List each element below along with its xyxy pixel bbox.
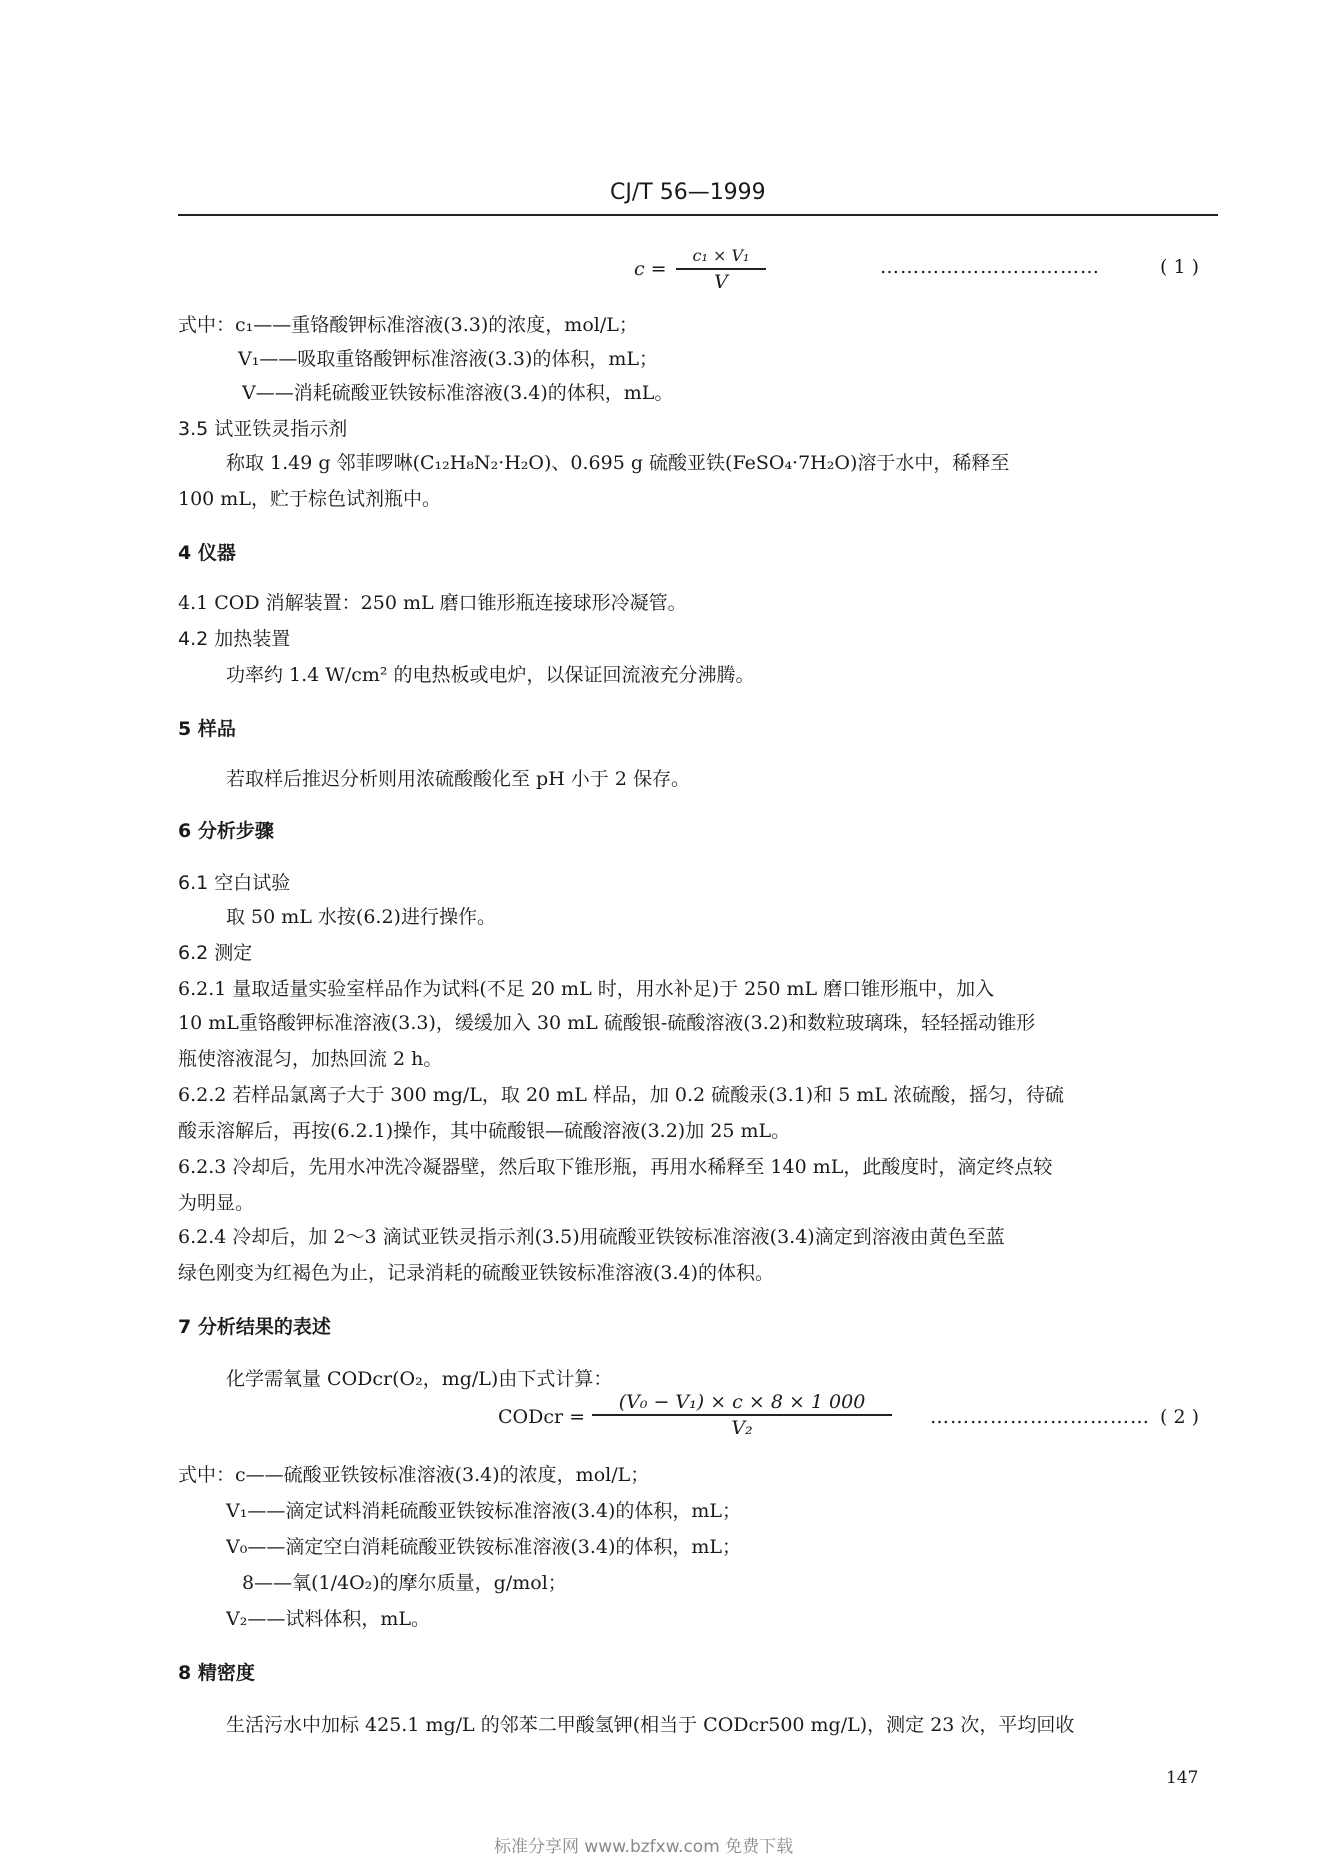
section-6-2-2-line2: 酸汞溶解后，再按(6.2.1)操作，其中硫酸银—硫酸溶液(3.2)加 25 mL。 bbox=[178, 1120, 791, 1142]
section-6-2-4-line1: 6.2.4 冷却后，加 2～3 滴试亚铁灵指示剂(3.5)用硫酸亚铁铵标准溶液(3.4)滴定到溶液由黄色至蓝 bbox=[178, 1226, 1005, 1248]
eq1-leader-dots: …………………………… bbox=[880, 256, 1100, 278]
section-3-5-heading: 3.5 试亚铁灵指示剂 bbox=[178, 418, 348, 440]
eq2-fraction bbox=[592, 1390, 892, 1440]
eq2-numerator: (V₀ − V₁) × c × 8 × 1 000 bbox=[618, 1391, 866, 1413]
section-4-1: 4.1 COD 消解装置：250 mL 磨口锥形瓶连接球形冷凝管。 bbox=[178, 592, 687, 614]
section-3-5-line2: 100 mL，贮于棕色试剂瓶中。 bbox=[178, 488, 441, 510]
eq2-where-8: 8——氧(1/4O₂)的摩尔质量，g/mol； bbox=[242, 1572, 567, 1594]
section-6-2-2-line1: 6.2.2 若样品氯离子大于 300 mg/L，取 20 mL 样品，加 0.2 硫酸汞(3.1)和 5 mL 浓硫酸，摇匀，待硫 bbox=[178, 1084, 1065, 1106]
section-4-heading: 4 仪器 bbox=[178, 542, 236, 564]
eq1-denominator: V bbox=[714, 270, 728, 293]
page-number: 147 bbox=[1166, 1768, 1199, 1788]
section-5-text: 若取样后推迟分析则用浓硫酸酸化至 pH 小于 2 保存。 bbox=[226, 768, 690, 790]
eq2-denominator: V₂ bbox=[731, 1416, 753, 1439]
eq1-lhs: c = bbox=[634, 258, 667, 280]
section-6-2-1-line1: 6.2.1 量取适量实验室样品作为试料(不足 20 mL 时，用水补足)于 250 mL 磨口锥形瓶中，加入 bbox=[178, 978, 995, 1000]
header-rule bbox=[178, 214, 1218, 216]
section-6-2-1-line3: 瓶使溶液混匀，加热回流 2 h。 bbox=[178, 1048, 443, 1070]
eq1-where-c1: 式中：c₁——重铬酸钾标准溶液(3.3)的浓度，mol/L； bbox=[178, 314, 638, 336]
section-7-intro: 化学需氧量 CODcr(O₂，mg/L)由下式计算： bbox=[226, 1368, 613, 1390]
section-6-2-3-line1: 6.2.3 冷却后，先用水冲洗冷凝器壁，然后取下锥形瓶，再用水稀释至 140 mL，此酸度时，滴定终点较 bbox=[178, 1156, 1053, 1178]
section-6-2-3-line2: 为明显。 bbox=[178, 1192, 255, 1214]
section-7-heading: 7 分析结果的表述 bbox=[178, 1316, 331, 1338]
section-8-text: 生活污水中加标 425.1 mg/L 的邻苯二甲酸氢钾(相当于 CODcr500 mg/L)，测定 23 次，平均回收 bbox=[226, 1714, 1075, 1736]
section-3-5-line1: 称取 1.49 g 邻菲啰啉(C₁₂H₈N₂·H₂O)、0.695 g 硫酸亚铁(FeSO₄·7H₂O)溶于水中，稀释至 bbox=[226, 452, 1010, 474]
section-8-heading: 8 精密度 bbox=[178, 1662, 255, 1684]
section-6-heading: 6 分析步骤 bbox=[178, 820, 274, 842]
eq2-leader-dots: …………………………… bbox=[930, 1406, 1150, 1428]
section-4-2-text: 功率约 1.4 W/cm² 的电热板或电炉，以保证回流液充分沸腾。 bbox=[226, 664, 755, 686]
eq1-fraction bbox=[676, 244, 766, 294]
section-6-2-heading: 6.2 测定 bbox=[178, 942, 253, 964]
section-5-heading: 5 样品 bbox=[178, 718, 236, 740]
section-6-1-text: 取 50 mL 水按(6.2)进行操作。 bbox=[226, 906, 496, 928]
watermark: 标准分享网 www.bzfxw.com 免费下载 bbox=[494, 1837, 794, 1857]
eq1-numerator: c₁ × V₁ bbox=[692, 246, 750, 265]
eq1-where-v1: V₁——吸取重铬酸钾标准溶液(3.3)的体积，mL； bbox=[238, 348, 659, 370]
eq1-number: ( 1 ) bbox=[1160, 256, 1199, 278]
section-6-2-1-line2: 10 mL重铬酸钾标准溶液(3.3)，缓缓加入 30 mL 硫酸银-硫酸溶液(3.2)和数粒玻璃珠，轻轻摇动锥形 bbox=[178, 1012, 1036, 1034]
eq2-where-c: 式中：c——硫酸亚铁铵标准溶液(3.4)的浓度，mol/L； bbox=[178, 1464, 650, 1486]
eq2-where-v0: V₀——滴定空白消耗硫酸亚铁铵标准溶液(3.4)的体积，mL； bbox=[226, 1536, 742, 1558]
standard-code-header: CJ/T 56—1999 bbox=[610, 180, 766, 205]
eq1-where-v: V——消耗硫酸亚铁铵标准溶液(3.4)的体积，mL。 bbox=[242, 382, 674, 404]
eq2-lhs: CODcr = bbox=[498, 1406, 586, 1428]
eq2-number: ( 2 ) bbox=[1160, 1406, 1199, 1428]
eq2-where-v1: V₁——滴定试料消耗硫酸亚铁铵标准溶液(3.4)的体积，mL； bbox=[226, 1500, 742, 1522]
section-6-2-4-line2: 绿色刚变为红褐色为止，记录消耗的硫酸亚铁铵标准溶液(3.4)的体积。 bbox=[178, 1262, 775, 1284]
eq2-where-v2: V₂——试料体积，mL。 bbox=[226, 1608, 430, 1630]
section-6-1-heading: 6.1 空白试验 bbox=[178, 872, 291, 894]
section-4-2-heading: 4.2 加热装置 bbox=[178, 628, 291, 650]
